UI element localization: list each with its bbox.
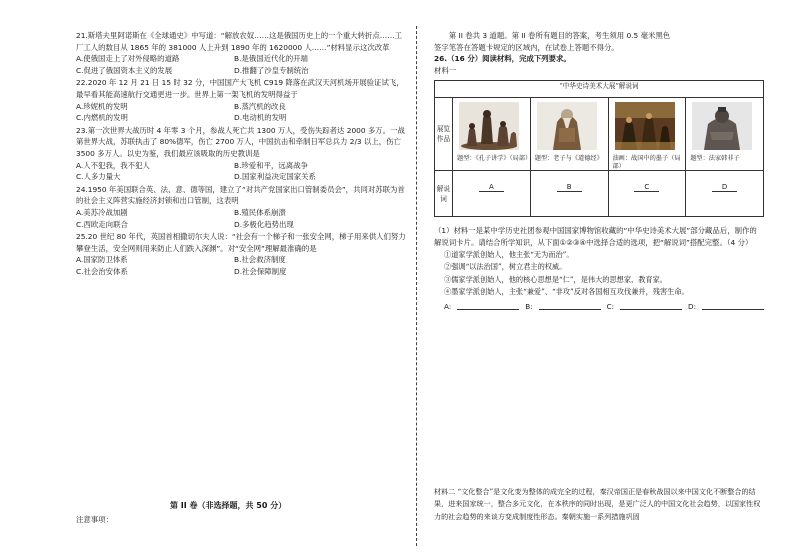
question-22-options (76, 101, 406, 124)
fill-label-a: A: (444, 301, 452, 311)
blank-b[interactable] (530, 171, 608, 217)
blank-a[interactable] (453, 171, 531, 217)
statement-4: ④墨家学派创始人，主张“兼爱”、“非攻”反对各国相互攻伐兼并，残害生命。 (444, 287, 689, 297)
fill-line-d[interactable] (702, 301, 764, 310)
exhibition-table (434, 80, 764, 217)
question-24-options (76, 207, 406, 230)
blank-d-letter: D (712, 183, 737, 192)
question-24-stem: 24.1950 年美国联合英、法、意、德等国，建立了“对共产党国家出口管制委员会”，共同对苏联为首的社会主义阵营实施经济封锁和出口管制，这表明 (76, 184, 405, 206)
option-b: B.珍爱和平，远离战争 (234, 160, 308, 170)
option-d: D.多极化趋势出现 (234, 219, 294, 229)
statement-1: ①道家学派创始人，他主张“无为而治”。 (444, 249, 574, 259)
laozi-image (537, 102, 597, 150)
right-column (434, 30, 764, 312)
question-24 (76, 184, 406, 230)
option-a: A.美苏冷战加剧 (76, 207, 128, 217)
table-row-works (435, 98, 764, 171)
work-cell-c (608, 98, 686, 171)
fill-label-b: B: (525, 301, 533, 311)
question-26-head: 26.（16 分）阅读材料，完成下列要求。 (434, 54, 571, 64)
option-c: C.促进了俄国资本主义的发展 (76, 65, 173, 75)
fill-line-c[interactable] (620, 301, 682, 310)
work-cell-d (686, 98, 764, 171)
row-label-works: 展览作品 (435, 98, 453, 171)
option-d: D.国家利益决定国家关系 (234, 172, 316, 182)
fill-label-d: D: (688, 301, 696, 311)
work-title-a: 题型：《孔子讲学》（局部） (457, 155, 532, 163)
instructions-line-1: 第 II 卷共 3 道题。第 II 卷所有题目的答案，考生须用 0.5 毫米黑色 (448, 31, 671, 40)
table-caption: “中华史诗美术大展”解说词 (435, 81, 764, 98)
left-column (76, 30, 406, 278)
question-25-options (76, 254, 406, 277)
option-a: A.人不犯我，我不犯人 (76, 160, 150, 170)
answer-fill-row (444, 301, 764, 313)
work-cell-a (453, 98, 531, 171)
blank-c-letter: C (634, 183, 659, 192)
statement-2: ②强调“以法治国”，树立君主的权威。 (444, 262, 567, 272)
option-c: C.社会治安体系 (76, 266, 128, 276)
question-21-options (76, 53, 406, 76)
material-2-text: 材料二 “文化整合”是文化变为整体的成完全的过程，秦汉帝国正是春秋战国以来中国文化不断整合的结果，进来国家统一，整合多元文化，在本秩序的同时出现，是更广泛人的中国文化社会趋势，以国家性权力的社会趋势的来谈方变成制度性形态。秦朝实施一系列措施巩固 (434, 487, 761, 521)
blank-b-letter: B (557, 183, 582, 192)
fill-label-c: C: (606, 301, 615, 311)
option-b: B.蒸汽机的改良 (234, 101, 286, 111)
work-cell-b (530, 98, 608, 171)
question-23-stem: 23.第一次世界大战历时 4 年零 3 个月，参战人死亡共 1300 万人，受伤失踪者达 2000 多万。一战第世界大战，苏联执击了 80%德军，伤亡 2700 万人，中国抗击和牵制日军总兵力 2/3 以上，伤亡 3500 多万人。以史为鉴，我们最应该吸取的历史教训是 (76, 125, 405, 158)
option-a: A.使俄国走上了对外侵略的道路 (76, 54, 180, 64)
mozi-painting-image (615, 102, 675, 150)
option-b: B.社会救济制度 (234, 255, 286, 265)
option-d: D.社会保障制度 (234, 266, 287, 276)
option-a: A.国家防卫体系 (76, 255, 128, 265)
option-d: D.推翻了沙皇专制统治 (234, 65, 309, 75)
row-label-commentary: 解说词 (435, 171, 453, 217)
table-row-commentary (435, 171, 764, 217)
work-title-c: 油画：战国中的墨子（局部） (612, 155, 681, 171)
option-d: D.电动机的发明 (234, 113, 287, 123)
question-21 (76, 30, 406, 76)
question-21-stem: 21.斯塔夫里阿诺斯在《全球通史》中写道：“解放农奴……这是俄国历史上的一个重大转折点……工厂工人的数目从 1865 年的 381000 人上升到 1890 年的 1620000 人……”材料显示这次改革 (76, 31, 402, 52)
fill-line-a[interactable] (457, 301, 519, 310)
option-a: A.珍妮机的发明 (76, 101, 128, 111)
blank-c[interactable] (608, 171, 686, 217)
option-b: B.是俄国近代化的开端 (234, 54, 308, 64)
option-c: C.人多力量大 (76, 172, 121, 182)
option-c: C.内燃机的发明 (76, 113, 128, 123)
hanfeizi-statue-image (692, 102, 752, 150)
section-title: 第 II 卷（非选择题，共 50 分） (170, 501, 287, 510)
instructions-line-2: 签字笔答在答题卡规定的区域内，在试卷上答题不得分。 (434, 42, 619, 52)
question-25 (76, 231, 406, 277)
question-23-options (76, 160, 406, 183)
blank-d[interactable] (686, 171, 764, 217)
table-caption-row (435, 81, 764, 98)
option-b: B.殖民体系崩溃 (234, 207, 286, 217)
fill-line-b[interactable] (539, 301, 601, 310)
question-22 (76, 77, 406, 123)
note-label: 注意事项： (76, 515, 113, 524)
question-23 (76, 125, 406, 183)
confucius-lecture-image (459, 102, 519, 150)
exhibition-table-wrap (434, 80, 764, 217)
work-title-b: 题型：老子与《道德经》 (534, 155, 603, 163)
statement-list (444, 249, 764, 299)
question-25-stem: 25.20 世纪 80 年代，英国首相撒切尔夫人说：“社会有一个梯子和一张安全网，梯子用来供人们努力攀登生活，安全网则用来防止人们跌入深渊”。对“安全网”理解最准确的是 (76, 232, 406, 253)
work-title-d: 题型：法家韩非子 (690, 155, 740, 163)
question-22-stem: 22.2020 年 12 月 21 日 15 时 32 分，中国国产大飞机 C919 降落在武汉天河机场开展验证试飞，最早看其能高速航行交通更进一步。世界上第一架飞机的发明得益于 (76, 78, 404, 99)
material-1-label: 材料一 (434, 65, 457, 75)
option-c: C.西欧走向联合 (76, 219, 128, 229)
blank-a-letter: A (479, 183, 504, 192)
column-divider (416, 26, 417, 546)
statement-3: ③儒家学派创始人，他的核心思想是“仁”，是伟大的思想家、教育家。 (444, 274, 667, 284)
sub-question-1: （1）材料一是某中学历史社团参观中国国家博物馆收藏的“中华史诗美术大展”部分藏品后，制作的解说词卡片。请结合所学知识，从下面①②③④中选择合适的选项，把“解说词”搭配完整。（4 分） (434, 226, 757, 247)
